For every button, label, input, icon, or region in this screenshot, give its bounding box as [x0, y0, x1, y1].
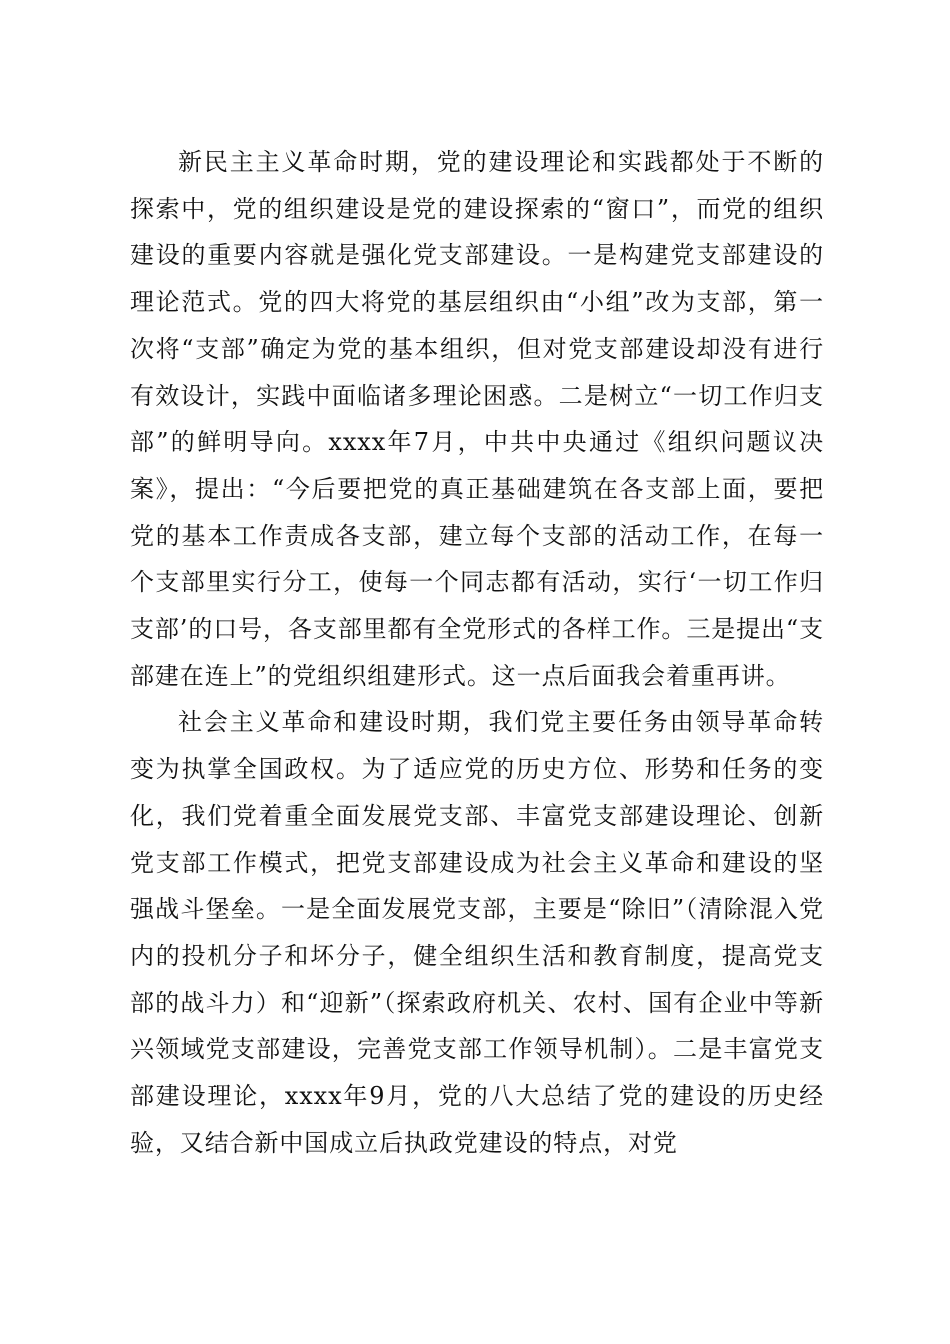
document-body: [130, 139, 824, 1166]
paragraph-socialist-revolution: 社会主义革命和建设时期，我们党主要任务由领导革命转变为执掌全国政权。为了适应党的历史方位、形势和任务的变化，我们党着重全面发展党支部、丰富党支部建设理论、创新党支部工作模式，把党支部建设成为社会主义革命和建设的坚强战斗堡垒。一是全面发展党支部，主要是“除旧”（清除混入党内的投机分子和坏分子，健全组织生活和教育制度，提高党支部的战斗力）和“迎新”（探索政府机关、农村、国有企业中等新兴领域党支部建设，完善党支部工作领导机制）。二是丰富党支部建设理论，xxxx年9月，党的八大总结了党的建设的历史经验，又结合新中国成立后执政党建设的特点，对党: [130, 708, 824, 1157]
paragraph-new-democratic-revolution: 新民主主义革命时期，党的建设理论和实践都处于不断的探索中，党的组织建设是党的建设探索的“窗口”，而党的组织建设的重要内容就是强化党支部建设。一是构建党支部建设的理论范式。党的四大将党的基层组织由“小组”改为支部，第一次将“支部”确定为党的基本组织，但对党支部建设却没有进行有效设计，实践中面临诸多理论困惑。二是树立“一切工作归支部”的鲜明导向。xxxx年7月，中共中央通过《组织问题议决案》，提出：“今后要把党的真正基础建筑在各支部上面，要把党的基本工作责成各支部，建立每个支部的活动工作，在每一个支部里实行分工，使每一个同志都有活动，实行‘一切工作归支部’的口号，各支部里都有全党形式的各样工作。三是提出“支部建在连上”的党组织组建形式。这一点后面我会着重再讲。: [130, 148, 824, 690]
